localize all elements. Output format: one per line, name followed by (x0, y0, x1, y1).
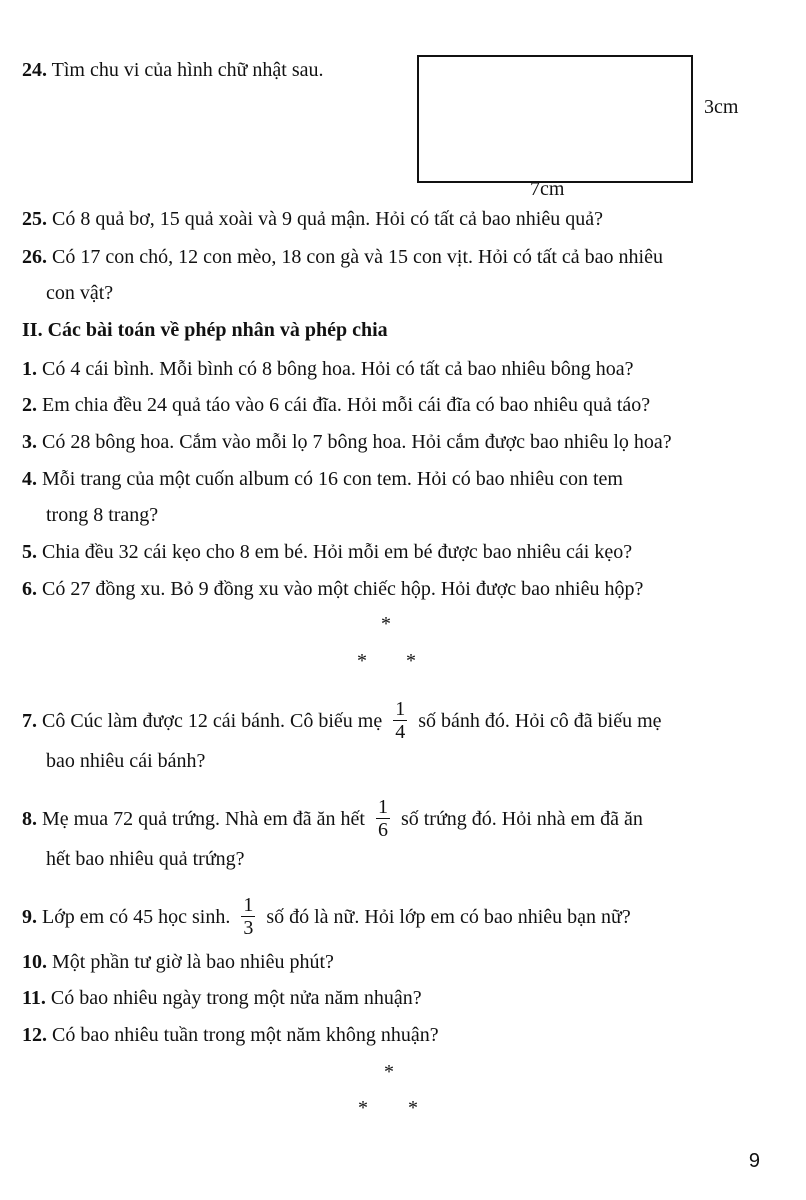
question-number: 5. (22, 541, 37, 563)
question-text: Chia đều 32 cái kẹo cho 8 em bé. Hỏi mỗi em bé được bao nhiêu cái kẹo? (42, 541, 633, 563)
fraction (393, 698, 407, 743)
numerator: 1 (395, 698, 406, 720)
question-number: 9. (22, 906, 37, 929)
question-text: Có 27 đồng xu. Bỏ 9 đồng xu vào một chiếc hộp. Hỏi được bao nhiêu hộp? (42, 578, 644, 600)
problem-26 (22, 245, 663, 269)
section-heading: II. Các bài toán về phép nhân và phép chia (22, 319, 388, 341)
separator-star: * (358, 1097, 368, 1119)
denominator: 3 (243, 917, 254, 939)
question-4 (22, 467, 623, 491)
question-text: số đó là nữ. Hỏi lớp em có bao nhiêu bạn nữ? (266, 906, 631, 929)
rectangle-figure (417, 55, 693, 183)
question-text: Em chia đều 24 quả táo vào 6 cái đĩa. Hỏi mỗi cái đĩa có bao nhiêu quả táo? (42, 394, 651, 416)
problem-24 (22, 58, 324, 82)
problem-number: 25. (22, 208, 47, 230)
separator-star: * (408, 1097, 418, 1119)
question-11 (22, 986, 422, 1010)
question-3 (22, 430, 672, 454)
question-number: 2. (22, 394, 37, 416)
question-12 (22, 1023, 439, 1047)
question-number: 6. (22, 578, 37, 600)
question-text: Mỗi trang của một cuốn album có 16 con tem. Hỏi có bao nhiêu con tem (42, 468, 623, 490)
question-7-line2: bao nhiêu cái bánh? (46, 750, 206, 772)
problem-text: Có 8 quả bơ, 15 quả xoài và 9 quả mận. Hỏi có tất cả bao nhiêu quả? (52, 208, 603, 230)
question-7 (22, 700, 662, 745)
separator-star: * (406, 650, 416, 672)
question-text: Có 28 bông hoa. Cắm vào mỗi lọ 7 bông hoa. Hỏi cắm được bao nhiêu lọ hoa? (42, 431, 672, 453)
problem-text: Tìm chu vi của hình chữ nhật sau. (51, 59, 324, 81)
question-10 (22, 950, 334, 974)
question-text: Mẹ mua 72 quả trứng. Nhà em đã ăn hết (42, 808, 365, 831)
question-number: 7. (22, 710, 37, 733)
question-2 (22, 393, 650, 417)
question-text: số trứng đó. Hỏi nhà em đã ăn (400, 808, 643, 831)
problem-text: Có 17 con chó, 12 con mèo, 18 con gà và 15 con vịt. Hỏi có tất cả bao nhiêu (52, 246, 663, 268)
question-number: 4. (22, 468, 37, 490)
question-text: Lớp em có 45 học sinh. (42, 906, 231, 929)
question-5 (22, 540, 632, 564)
question-number: 8. (22, 808, 37, 831)
problem-number: 26. (22, 246, 47, 268)
question-1 (22, 357, 634, 381)
question-number: 1. (22, 358, 37, 380)
separator-star: * (384, 1061, 394, 1083)
question-number: 12. (22, 1024, 47, 1046)
numerator: 1 (243, 894, 254, 916)
question-number: 3. (22, 431, 37, 453)
question-6 (22, 577, 643, 601)
rectangle-width-label: 7cm (530, 178, 565, 200)
question-number: 10. (22, 951, 47, 973)
question-text: Có 4 cái bình. Mỗi bình có 8 bông hoa. Hỏi có tất cả bao nhiêu bông hoa? (42, 358, 634, 380)
fraction (376, 796, 390, 841)
question-number: 11. (22, 987, 46, 1009)
page-number: 9 (748, 1150, 760, 1172)
denominator: 6 (377, 819, 388, 841)
question-4-line2: trong 8 trang? (46, 504, 159, 526)
problem-number: 24. (22, 59, 47, 81)
separator-star: * (381, 613, 391, 635)
question-8 (22, 798, 643, 843)
question-8-line2: hết bao nhiêu quả trứng? (46, 848, 245, 870)
question-text: Một phần tư giờ là bao nhiêu phút? (52, 951, 334, 973)
problem-26-line2: con vật? (46, 282, 114, 304)
rectangle-height-label: 3cm (704, 96, 739, 118)
problem-25 (22, 207, 603, 231)
question-text: số bánh đó. Hỏi cô đã biếu mẹ (418, 710, 662, 733)
question-text: Có bao nhiêu tuần trong một năm không nhuận? (52, 1024, 439, 1046)
fraction (241, 894, 255, 939)
question-text: Cô Cúc làm được 12 cái bánh. Cô biếu mẹ (42, 710, 383, 733)
question-9 (22, 896, 631, 941)
question-text: Có bao nhiêu ngày trong một nửa năm nhuận? (50, 987, 422, 1009)
separator-star: * (357, 650, 367, 672)
denominator: 4 (395, 721, 406, 743)
numerator: 1 (377, 796, 388, 818)
